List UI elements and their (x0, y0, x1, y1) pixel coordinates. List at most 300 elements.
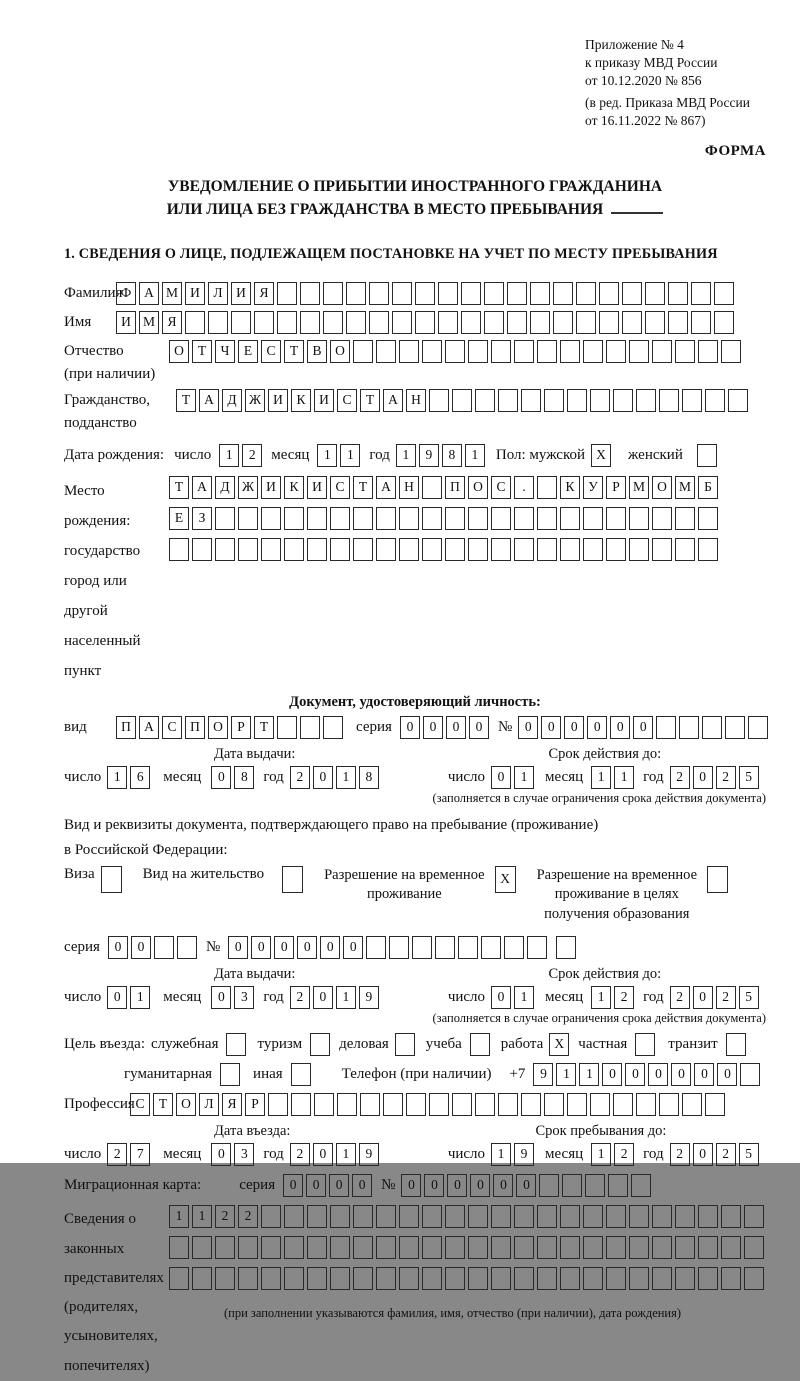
char-cell[interactable] (277, 282, 297, 305)
char-cell[interactable] (399, 1205, 419, 1228)
char-cell[interactable]: 0 (518, 716, 538, 739)
char-cell[interactable]: А (139, 282, 159, 305)
char-cell[interactable]: 0 (694, 1063, 714, 1086)
char-cell[interactable] (412, 936, 432, 959)
char-cell[interactable] (261, 507, 281, 530)
char-cell[interactable]: 2 (670, 986, 690, 1009)
char-cell[interactable]: 8 (359, 766, 379, 789)
char-cell[interactable]: 1 (591, 766, 611, 789)
char-cell[interactable] (261, 1267, 281, 1290)
char-cell[interactable] (284, 538, 304, 561)
entry-month[interactable] (211, 1143, 257, 1166)
char-cell[interactable]: 9 (514, 1143, 534, 1166)
char-cell[interactable] (277, 311, 297, 334)
char-cell[interactable] (544, 1093, 564, 1116)
char-cell[interactable] (468, 1236, 488, 1259)
char-cell[interactable] (399, 340, 419, 363)
char-cell[interactable]: К (291, 389, 311, 412)
char-cell[interactable]: 0 (274, 936, 294, 959)
char-cell[interactable] (154, 936, 174, 959)
char-cell[interactable] (284, 1267, 304, 1290)
char-cell[interactable]: Л (208, 282, 228, 305)
char-cell[interactable] (707, 866, 728, 893)
char-cell[interactable] (645, 282, 665, 305)
char-cell[interactable] (608, 1174, 628, 1197)
char-cell[interactable]: 1 (336, 986, 356, 1009)
char-cell[interactable]: 0 (211, 1143, 231, 1166)
char-cell[interactable] (484, 311, 504, 334)
residence-series-cells[interactable] (108, 936, 200, 959)
char-cell[interactable]: И (231, 282, 251, 305)
char-cell[interactable] (399, 507, 419, 530)
char-cell[interactable] (629, 1205, 649, 1228)
char-cell[interactable] (560, 538, 580, 561)
char-cell[interactable]: 1 (591, 1143, 611, 1166)
char-cell[interactable] (606, 538, 626, 561)
char-cell[interactable]: 0 (470, 1174, 490, 1197)
char-cell[interactable] (537, 538, 557, 561)
char-cell[interactable] (422, 1267, 442, 1290)
char-cell[interactable]: 0 (693, 1143, 713, 1166)
char-cell[interactable]: С (337, 389, 357, 412)
char-cell[interactable] (468, 1267, 488, 1290)
char-cell[interactable] (468, 538, 488, 561)
char-cell[interactable] (422, 1205, 442, 1228)
char-cell[interactable] (659, 389, 679, 412)
char-cell[interactable] (675, 1267, 695, 1290)
char-cell[interactable] (726, 1033, 746, 1056)
birth-place-row3[interactable] (169, 538, 721, 561)
char-cell[interactable]: О (652, 476, 672, 499)
char-cell[interactable] (668, 311, 688, 334)
char-cell[interactable]: 1 (336, 1143, 356, 1166)
char-cell[interactable]: У (583, 476, 603, 499)
char-cell[interactable] (590, 1093, 610, 1116)
char-cell[interactable]: Д (222, 389, 242, 412)
char-cell[interactable]: 0 (401, 1174, 421, 1197)
birth-year-cells[interactable] (396, 444, 488, 467)
char-cell[interactable]: А (199, 389, 219, 412)
name-cells[interactable] (116, 311, 737, 334)
char-cell[interactable] (530, 311, 550, 334)
char-cell[interactable]: 2 (215, 1205, 235, 1228)
char-cell[interactable]: Ж (238, 476, 258, 499)
char-cell[interactable]: 9 (419, 444, 439, 467)
char-cell[interactable]: 2 (107, 1143, 127, 1166)
char-cell[interactable]: 0 (108, 936, 128, 959)
char-cell[interactable]: 0 (343, 936, 363, 959)
char-cell[interactable] (697, 444, 717, 467)
char-cell[interactable]: 6 (130, 766, 150, 789)
char-cell[interactable] (629, 1267, 649, 1290)
char-cell[interactable]: Р (231, 716, 251, 739)
char-cell[interactable] (698, 1205, 718, 1228)
surname-cells[interactable] (116, 282, 737, 305)
char-cell[interactable] (721, 340, 741, 363)
char-cell[interactable] (691, 282, 711, 305)
char-cell[interactable] (514, 340, 534, 363)
char-cell[interactable] (652, 538, 672, 561)
char-cell[interactable] (445, 507, 465, 530)
char-cell[interactable] (705, 389, 725, 412)
char-cell[interactable] (353, 1205, 373, 1228)
char-cell[interactable]: К (284, 476, 304, 499)
char-cell[interactable]: 1 (169, 1205, 189, 1228)
char-cell[interactable] (307, 1236, 327, 1259)
char-cell[interactable] (537, 476, 557, 499)
char-cell[interactable] (475, 389, 495, 412)
char-cell[interactable] (636, 389, 656, 412)
char-cell[interactable] (415, 311, 435, 334)
char-cell[interactable] (728, 389, 748, 412)
char-cell[interactable] (284, 1205, 304, 1228)
char-cell[interactable] (682, 1093, 702, 1116)
char-cell[interactable] (530, 282, 550, 305)
edu-permit-checkbox[interactable] (707, 866, 731, 893)
char-cell[interactable]: 0 (211, 766, 231, 789)
purpose-work-checkbox[interactable] (549, 1033, 572, 1056)
char-cell[interactable]: 1 (491, 1143, 511, 1166)
char-cell[interactable] (220, 1063, 240, 1086)
char-cell[interactable] (353, 1236, 373, 1259)
char-cell[interactable]: 0 (320, 936, 340, 959)
char-cell[interactable] (215, 538, 235, 561)
char-cell[interactable]: Т (192, 340, 212, 363)
char-cell[interactable] (300, 716, 320, 739)
char-cell[interactable]: 2 (290, 986, 310, 1009)
char-cell[interactable]: М (675, 476, 695, 499)
char-cell[interactable] (744, 1236, 764, 1259)
char-cell[interactable]: 2 (290, 1143, 310, 1166)
char-cell[interactable] (445, 1267, 465, 1290)
char-cell[interactable] (445, 340, 465, 363)
char-cell[interactable] (429, 389, 449, 412)
char-cell[interactable] (544, 389, 564, 412)
char-cell[interactable] (599, 311, 619, 334)
char-cell[interactable]: А (376, 476, 396, 499)
char-cell[interactable] (491, 1267, 511, 1290)
char-cell[interactable]: 1 (514, 766, 534, 789)
char-cell[interactable]: 0 (602, 1063, 622, 1086)
char-cell[interactable] (606, 507, 626, 530)
char-cell[interactable] (698, 1236, 718, 1259)
birth-place-row1[interactable] (169, 476, 721, 499)
char-cell[interactable]: 9 (359, 986, 379, 1009)
char-cell[interactable]: Я (254, 282, 274, 305)
char-cell[interactable]: 2 (716, 1143, 736, 1166)
char-cell[interactable] (376, 1205, 396, 1228)
purpose-private-checkbox[interactable] (635, 1033, 658, 1056)
migration-series-cells[interactable] (283, 1174, 375, 1197)
char-cell[interactable]: 9 (533, 1063, 553, 1086)
char-cell[interactable] (366, 936, 386, 959)
doc-issue-day[interactable] (107, 766, 153, 789)
char-cell[interactable] (691, 311, 711, 334)
char-cell[interactable]: 2 (614, 1143, 634, 1166)
char-cell[interactable] (698, 1267, 718, 1290)
representatives-row3[interactable] (169, 1267, 767, 1290)
char-cell[interactable]: Н (406, 389, 426, 412)
char-cell[interactable]: И (307, 476, 327, 499)
char-cell[interactable]: X (591, 444, 611, 467)
char-cell[interactable] (452, 389, 472, 412)
residence-expiry-month[interactable] (591, 986, 637, 1009)
doc-issue-year[interactable] (290, 766, 382, 789)
char-cell[interactable] (307, 1205, 327, 1228)
char-cell[interactable]: 0 (313, 986, 333, 1009)
char-cell[interactable]: О (208, 716, 228, 739)
char-cell[interactable]: М (629, 476, 649, 499)
char-cell[interactable]: 1 (591, 986, 611, 1009)
char-cell[interactable] (231, 311, 251, 334)
char-cell[interactable]: А (192, 476, 212, 499)
char-cell[interactable]: С (491, 476, 511, 499)
char-cell[interactable]: О (176, 1093, 196, 1116)
char-cell[interactable] (675, 507, 695, 530)
residence-number-extra-cell[interactable] (556, 936, 579, 959)
char-cell[interactable]: П (185, 716, 205, 739)
char-cell[interactable] (353, 507, 373, 530)
purpose-study-checkbox[interactable] (470, 1033, 493, 1056)
char-cell[interactable] (537, 1236, 557, 1259)
char-cell[interactable]: 1 (340, 444, 360, 467)
char-cell[interactable] (556, 936, 576, 959)
char-cell[interactable] (461, 282, 481, 305)
char-cell[interactable]: 0 (251, 936, 271, 959)
char-cell[interactable]: И (116, 311, 136, 334)
char-cell[interactable]: Т (284, 340, 304, 363)
char-cell[interactable] (337, 1093, 357, 1116)
char-cell[interactable] (169, 538, 189, 561)
char-cell[interactable] (514, 538, 534, 561)
char-cell[interactable] (553, 282, 573, 305)
char-cell[interactable]: Е (238, 340, 258, 363)
char-cell[interactable]: С (261, 340, 281, 363)
char-cell[interactable] (590, 389, 610, 412)
char-cell[interactable] (185, 311, 205, 334)
char-cell[interactable] (406, 1093, 426, 1116)
char-cell[interactable]: 0 (446, 716, 466, 739)
char-cell[interactable] (314, 1093, 334, 1116)
char-cell[interactable] (744, 1205, 764, 1228)
char-cell[interactable] (631, 1174, 651, 1197)
char-cell[interactable] (491, 340, 511, 363)
char-cell[interactable] (422, 340, 442, 363)
char-cell[interactable] (714, 311, 734, 334)
char-cell[interactable] (238, 1267, 258, 1290)
doc-series-cells[interactable] (400, 716, 492, 739)
temp-permit-checkbox[interactable] (495, 866, 519, 893)
char-cell[interactable] (514, 1236, 534, 1259)
char-cell[interactable]: 0 (491, 766, 511, 789)
char-cell[interactable]: 3 (234, 1143, 254, 1166)
char-cell[interactable] (330, 507, 350, 530)
char-cell[interactable] (583, 1205, 603, 1228)
char-cell[interactable]: 0 (671, 1063, 691, 1086)
char-cell[interactable] (675, 538, 695, 561)
char-cell[interactable]: 0 (228, 936, 248, 959)
char-cell[interactable]: О (330, 340, 350, 363)
char-cell[interactable]: Ф (116, 282, 136, 305)
representatives-row2[interactable] (169, 1236, 767, 1259)
char-cell[interactable]: Н (399, 476, 419, 499)
char-cell[interactable] (725, 716, 745, 739)
char-cell[interactable] (268, 1093, 288, 1116)
char-cell[interactable] (583, 340, 603, 363)
char-cell[interactable] (504, 936, 524, 959)
char-cell[interactable]: . (514, 476, 534, 499)
char-cell[interactable] (576, 282, 596, 305)
purpose-official-checkbox[interactable] (226, 1033, 249, 1056)
doc-expiry-year[interactable] (670, 766, 762, 789)
char-cell[interactable] (438, 282, 458, 305)
purpose-humanitarian-checkbox[interactable] (220, 1063, 243, 1086)
char-cell[interactable] (635, 1033, 655, 1056)
char-cell[interactable] (395, 1033, 415, 1056)
char-cell[interactable]: 1 (514, 986, 534, 1009)
char-cell[interactable]: Т (254, 716, 274, 739)
residence-expiry-year[interactable] (670, 986, 762, 1009)
char-cell[interactable] (560, 1267, 580, 1290)
sex-female-checkbox[interactable] (697, 444, 720, 467)
char-cell[interactable] (721, 1205, 741, 1228)
stay-day[interactable] (491, 1143, 537, 1166)
char-cell[interactable]: 1 (107, 766, 127, 789)
char-cell[interactable] (346, 311, 366, 334)
char-cell[interactable]: 0 (587, 716, 607, 739)
char-cell[interactable]: А (383, 389, 403, 412)
char-cell[interactable] (491, 507, 511, 530)
char-cell[interactable]: 2 (242, 444, 262, 467)
char-cell[interactable] (307, 507, 327, 530)
char-cell[interactable] (360, 1093, 380, 1116)
char-cell[interactable]: 0 (424, 1174, 444, 1197)
residence-issue-month[interactable] (211, 986, 257, 1009)
char-cell[interactable]: 0 (491, 986, 511, 1009)
char-cell[interactable]: И (268, 389, 288, 412)
char-cell[interactable] (698, 538, 718, 561)
migration-number-cells[interactable] (401, 1174, 654, 1197)
char-cell[interactable] (307, 1267, 327, 1290)
char-cell[interactable] (560, 1205, 580, 1228)
birth-place-row2[interactable] (169, 507, 721, 530)
char-cell[interactable] (330, 1236, 350, 1259)
char-cell[interactable] (652, 1236, 672, 1259)
char-cell[interactable] (238, 1236, 258, 1259)
char-cell[interactable] (435, 936, 455, 959)
char-cell[interactable] (238, 538, 258, 561)
char-cell[interactable] (475, 1093, 495, 1116)
char-cell[interactable] (284, 507, 304, 530)
char-cell[interactable] (445, 1236, 465, 1259)
char-cell[interactable]: Ч (215, 340, 235, 363)
char-cell[interactable] (254, 311, 274, 334)
char-cell[interactable]: А (139, 716, 159, 739)
char-cell[interactable] (300, 311, 320, 334)
char-cell[interactable] (491, 1205, 511, 1228)
char-cell[interactable] (613, 1093, 633, 1116)
char-cell[interactable] (652, 507, 672, 530)
char-cell[interactable]: 2 (670, 1143, 690, 1166)
char-cell[interactable]: 0 (541, 716, 561, 739)
char-cell[interactable] (675, 340, 695, 363)
char-cell[interactable] (606, 340, 626, 363)
char-cell[interactable] (310, 1033, 330, 1056)
char-cell[interactable]: Т (353, 476, 373, 499)
char-cell[interactable] (438, 311, 458, 334)
char-cell[interactable] (527, 936, 547, 959)
char-cell[interactable] (282, 866, 303, 893)
char-cell[interactable]: С (330, 476, 350, 499)
char-cell[interactable] (622, 282, 642, 305)
char-cell[interactable]: 2 (614, 986, 634, 1009)
representatives-row1[interactable] (169, 1205, 767, 1228)
char-cell[interactable] (192, 538, 212, 561)
char-cell[interactable] (422, 538, 442, 561)
char-cell[interactable] (560, 340, 580, 363)
char-cell[interactable] (169, 1267, 189, 1290)
char-cell[interactable] (177, 936, 197, 959)
char-cell[interactable] (606, 1236, 626, 1259)
char-cell[interactable] (323, 311, 343, 334)
char-cell[interactable] (330, 538, 350, 561)
char-cell[interactable] (353, 538, 373, 561)
char-cell[interactable]: К (560, 476, 580, 499)
char-cell[interactable] (422, 476, 442, 499)
char-cell[interactable] (192, 1267, 212, 1290)
char-cell[interactable] (537, 507, 557, 530)
char-cell[interactable] (675, 1236, 695, 1259)
char-cell[interactable] (682, 389, 702, 412)
char-cell[interactable] (668, 282, 688, 305)
char-cell[interactable] (539, 1174, 559, 1197)
char-cell[interactable] (613, 389, 633, 412)
char-cell[interactable] (445, 538, 465, 561)
char-cell[interactable] (583, 1236, 603, 1259)
char-cell[interactable]: 1 (336, 766, 356, 789)
char-cell[interactable]: П (116, 716, 136, 739)
char-cell[interactable] (238, 507, 258, 530)
purpose-transit-checkbox[interactable] (726, 1033, 749, 1056)
char-cell[interactable] (369, 311, 389, 334)
char-cell[interactable] (537, 340, 557, 363)
char-cell[interactable] (583, 1267, 603, 1290)
char-cell[interactable]: 0 (352, 1174, 372, 1197)
char-cell[interactable] (346, 282, 366, 305)
char-cell[interactable] (468, 507, 488, 530)
char-cell[interactable]: 5 (739, 766, 759, 789)
char-cell[interactable] (491, 1236, 511, 1259)
phone-cells[interactable] (533, 1063, 763, 1086)
char-cell[interactable]: 0 (423, 716, 443, 739)
char-cell[interactable]: 0 (297, 936, 317, 959)
residence-issue-year[interactable] (290, 986, 382, 1009)
char-cell[interactable]: Я (162, 311, 182, 334)
purpose-other-checkbox[interactable] (291, 1063, 314, 1086)
char-cell[interactable] (748, 716, 768, 739)
char-cell[interactable] (284, 1236, 304, 1259)
char-cell[interactable]: Т (169, 476, 189, 499)
doc-type-cells[interactable] (116, 716, 346, 739)
char-cell[interactable] (656, 716, 676, 739)
char-cell[interactable]: З (192, 507, 212, 530)
residence-number-cells[interactable] (228, 936, 550, 959)
visa-checkbox[interactable] (101, 866, 125, 893)
birth-day-cells[interactable] (219, 444, 265, 467)
char-cell[interactable] (392, 282, 412, 305)
char-cell[interactable] (226, 1033, 246, 1056)
char-cell[interactable]: X (495, 866, 516, 893)
